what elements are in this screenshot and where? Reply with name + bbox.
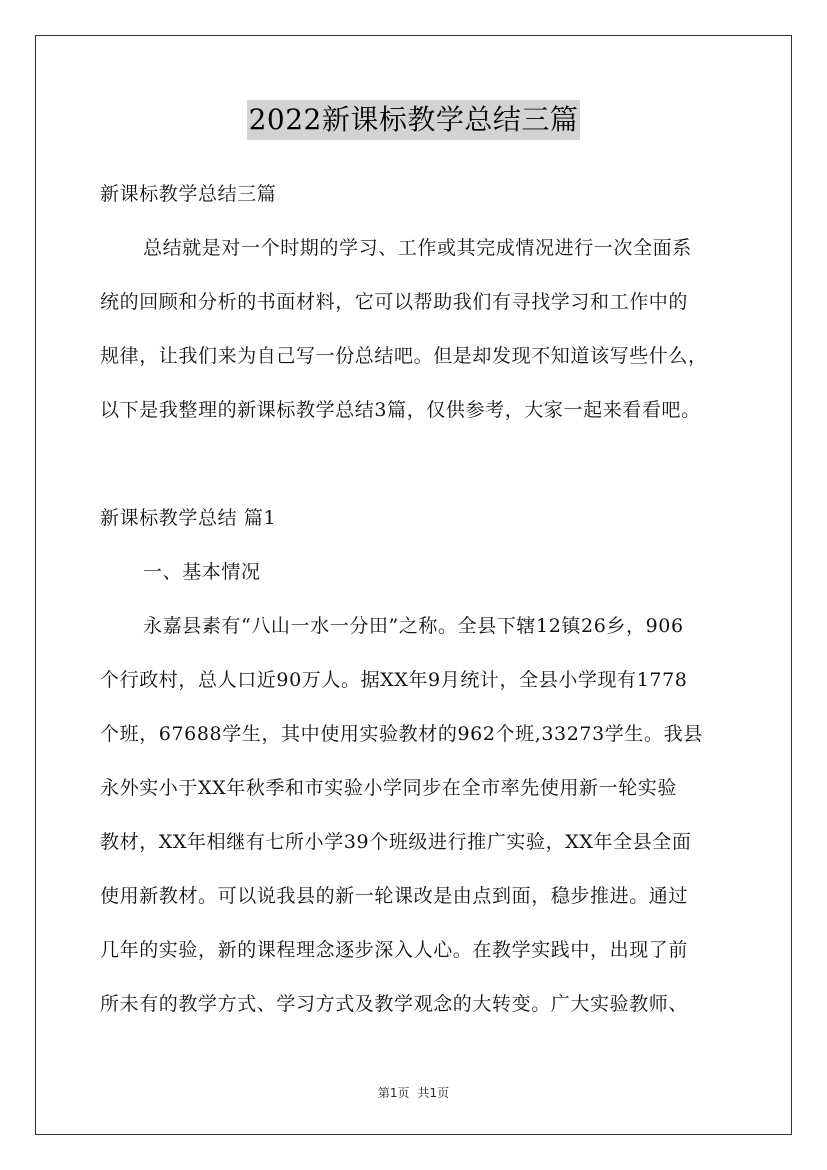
body-line-8: 所未有的教学方式、学习方式及教学观念的大转变。广大实验教师、	[100, 993, 689, 1015]
document-title: 2022新课标教学总结三篇	[247, 100, 581, 140]
body-line-7: 几年的实验，新的课程理念逐步深入人心。在教学实践中，出现了前	[100, 939, 689, 961]
body-line-5: 教材，XX年相继有七所小学39个班级进行推广实验，XX年全县全面	[100, 831, 692, 853]
page-footer	[0, 1084, 827, 1101]
intro-line-2: 统的回顾和分析的书面材料，它可以帮助我们有寻找学习和工作中的	[100, 291, 689, 313]
intro-line-3: 规律，让我们来为自己写一份总结吧。但是却发现不知道该写些什么，	[100, 345, 708, 367]
body-line-3: 个班，67688学生，其中使用实验教材的962个班,33273学生。我县	[100, 723, 703, 745]
intro-line-4: 以下是我整理的新课标教学总结3篇，仅供参考，大家一起来看看吧。	[100, 399, 701, 421]
section-heading: 新课标教学总结 篇1	[100, 507, 277, 529]
body-line-1: 永嘉县素有“八山一水一分田”之称。全县下辖12镇26乡，906	[143, 615, 684, 637]
subsection-heading: 一、基本情况	[143, 561, 261, 583]
page-number-label: 第1页	[377, 1086, 410, 1100]
title-container	[0, 100, 827, 140]
page-total-label: 共1页	[417, 1086, 450, 1100]
body-line-4: 永外实小于XX年秋季和市实验小学同步在全市率先使用新一轮实验	[100, 777, 678, 799]
document-subtitle: 新课标教学总结三篇	[100, 183, 277, 205]
body-line-2: 个行政村，总人口近90万人。据XX年9月统计，全县小学现有1778	[100, 669, 688, 691]
intro-line-1: 总结就是对一个时期的学习、工作或其完成情况进行一次全面系	[143, 237, 692, 259]
body-line-6: 使用新教材。可以说我县的新一轮课改是由点到面，稳步推进。通过	[100, 885, 689, 907]
